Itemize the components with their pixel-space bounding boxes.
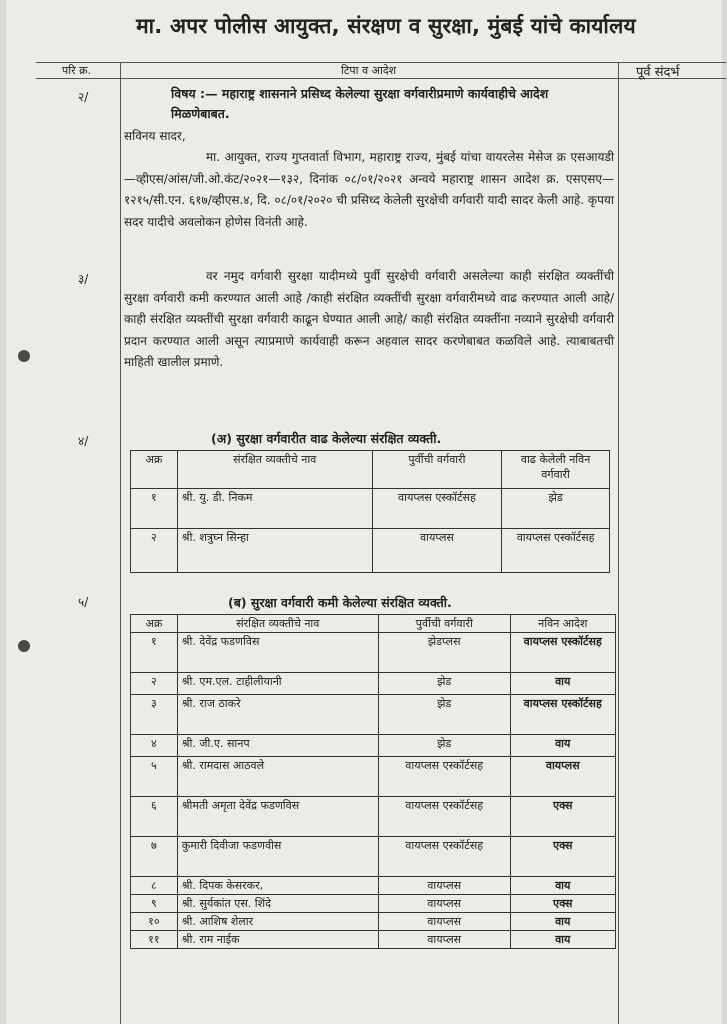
table-cell: एक्स: [510, 837, 616, 877]
table-cell: श्री. रामदास आठवले: [177, 757, 378, 797]
table-header: अक्र: [131, 615, 178, 633]
table-a-caption: (अ) सुरक्षा वर्गवारीत वाढ केलेल्या संरक्षित व्यक्ती.: [211, 431, 442, 446]
table-cell: वायप्लस: [378, 895, 510, 913]
table-row: [131, 931, 616, 949]
table-cell: वायप्लस एस्कॉर्टसह: [502, 529, 610, 573]
table-header: संरक्षित व्यक्तीचे नाव: [177, 451, 372, 489]
table-row: [131, 837, 616, 877]
table-cell: झेड: [502, 489, 610, 529]
table-cell: वायप्लस एस्कॉर्टसह: [378, 797, 510, 837]
table-b-caption: (ब) सुरक्षा वर्गवारी कमी केलेल्या संरक्षित व्यक्ती.: [228, 595, 452, 610]
table-cell: श्री. दिपक केसरकर,: [177, 877, 378, 895]
table-cell: वाय: [510, 673, 616, 695]
table-cell: वायप्लस: [378, 931, 510, 949]
divider: [618, 62, 619, 1024]
table-cell: झेड: [378, 695, 510, 735]
table-cell: ५: [131, 757, 178, 797]
table-cell: ८: [131, 877, 178, 895]
table-cell: वायप्लस: [372, 529, 502, 573]
table-cell: वायप्लस एस्कॉर्टसह: [510, 633, 616, 673]
table-cell: ९: [131, 895, 178, 913]
table-cell: वायप्लस एस्कॉर्टसह: [378, 757, 510, 797]
column-header-notes: टिपा व आदेश: [341, 64, 397, 77]
table-cell: वाय: [510, 931, 616, 949]
table-cell: वाय: [510, 877, 616, 895]
divider: [120, 62, 121, 1024]
table-cell: श्री. एम.एल. टाहीलीयानी: [177, 673, 378, 695]
column-header-prev-ref: पूर्व संदर्भ: [636, 65, 680, 80]
table-cell: श्री. शत्रुघ्न सिन्हा: [177, 529, 372, 573]
table-header: पुर्वीची वर्गवारी: [372, 451, 502, 489]
table-cell: श्री. देवेंद्र फडणविस: [177, 633, 378, 673]
table-cell: वायप्लस एस्कॉर्टसह: [378, 837, 510, 877]
table-row: [131, 633, 616, 673]
table-cell: वायप्लस: [510, 757, 616, 797]
table-cell: श्रीमती अमृता देवेंद्र फडणविस: [177, 797, 378, 837]
table-row: [131, 877, 616, 895]
table-cell: ४: [131, 735, 178, 757]
table-cell: श्री. यु. डी. निकम: [177, 489, 372, 529]
divider: [36, 78, 726, 79]
subject-line: विषय :— महाराष्ट्र शासनाने प्रसिध्द केलेल्या सुरक्षा वर्गवारीप्रमाणे कार्यवाहीचे आदेश मिळणेबाबत.: [171, 86, 549, 121]
para-label: २/: [78, 90, 89, 104]
table-cell: झेडप्लस: [378, 633, 510, 673]
document-page: [6, 0, 722, 1024]
para-label: ४/: [78, 434, 89, 448]
table-cell: वाय: [510, 913, 616, 931]
table-header: संरक्षित व्यक्तीचे नाव: [177, 615, 378, 633]
table-cell: श्री. राम नाईक: [177, 931, 378, 949]
table-cell: वायप्लस एस्कॉर्टसह: [510, 695, 616, 735]
table-header: नविन आदेश: [510, 615, 616, 633]
punch-hole: [18, 640, 30, 652]
table-row: [131, 913, 616, 931]
table-cell: २: [131, 529, 178, 573]
table-row: [131, 735, 616, 757]
salutation: सविनय सादर,: [124, 129, 186, 143]
table-a: [130, 450, 610, 573]
table-cell: ६: [131, 797, 178, 837]
table-row: [131, 529, 610, 573]
table-cell: श्री. जी.ए. सानप: [177, 735, 378, 757]
table-cell: वायप्लस: [378, 913, 510, 931]
table-cell: ३: [131, 695, 178, 735]
column-header-para-no: परि क्र.: [62, 64, 92, 77]
table-cell: वायप्लस: [378, 877, 510, 895]
table-cell: एक्स: [510, 895, 616, 913]
office-header: मा. अपर पोलीस आयुक्त, संरक्षण व सुरक्षा, मुंबई यांचे कार्यालय: [136, 14, 636, 38]
table-cell: श्री. सुर्यकांत एस. शिंदे: [177, 895, 378, 913]
table-cell: २: [131, 673, 178, 695]
table-cell: श्री. राज ठाकरे: [177, 695, 378, 735]
table-cell: १०: [131, 913, 178, 931]
para-label: ५/: [78, 595, 89, 609]
paragraph-2: मा. आयुक्त, राज्य गुप्तवार्ता विभाग, महाराष्ट्र राज्य, मुंबई यांचा वायरलेस मेसेज क्र एसआयडी—व्हीएस/आंस/जी.ओ.कंट/२०२१—१३२, दिनांक ०८/०१/२०२१ अन्वये महाराष्ट्र शासन आदेश क्र. एसएसए—१२१५/सी.एन. ६१७/व्हीएस.४, दि. ०८/०१/२०२० ची प्रसिध्द केलेली सुरक्षेची वर्गवारी यादी सादर केली आहे. कृपया सदर यादीचे अवलोकन होणेस विनंती आहे.: [124, 150, 614, 229]
table-cell: १: [131, 633, 178, 673]
table-cell: झेड: [378, 735, 510, 757]
table-row: [131, 757, 616, 797]
table-b: [130, 614, 616, 949]
table-cell: कुमारी दिवीजा फडणवीस: [177, 837, 378, 877]
table-cell: एक्स: [510, 797, 616, 837]
table-header: पुर्वीची वर्गवारी: [378, 615, 510, 633]
table-row: [131, 695, 616, 735]
table-row: [131, 797, 616, 837]
table-header: वाढ केलेली नविन वर्गवारी: [502, 451, 610, 489]
paragraph-3: वर नमुद वर्गवारी सुरक्षा यादीमध्ये पुर्वी सुरक्षेची वर्गवारी असलेल्या काही संरक्षित व्यक्तींची सुरक्षा वर्गवारी कमी करण्यात आली आहे /काही संरक्षित व्यक्तींची सुरक्षा वर्गवारीमध्ये वाढ करण्यात आली आहे/काही संरक्षित व्यक्तींची सुरक्षा वर्गवारी काढून घेण्यात आली आहे/ काही संरक्षित व्यक्तींना नव्याने सुरक्षेची वर्गवारी प्रदान करण्यात आली असून त्याप्रमाणे कार्यवाही करून अहवाल सादर करणेबाबत कळविले आहे. त्याबाबतची माहिती खालील प्रमाणे.: [124, 269, 614, 369]
table-header: अक्र: [131, 451, 178, 489]
para-label: ३/: [78, 272, 89, 286]
table-row: [131, 895, 616, 913]
table-row: [131, 489, 610, 529]
table-cell: ७: [131, 837, 178, 877]
table-cell: श्री. आशिष शेलार: [177, 913, 378, 931]
punch-hole: [18, 350, 30, 362]
table-cell: झेड: [378, 673, 510, 695]
table-cell: वाय: [510, 735, 616, 757]
table-row: [131, 673, 616, 695]
table-cell: वायप्लस एस्कॉर्टसह: [372, 489, 502, 529]
table-cell: १: [131, 489, 178, 529]
table-cell: ११: [131, 931, 178, 949]
